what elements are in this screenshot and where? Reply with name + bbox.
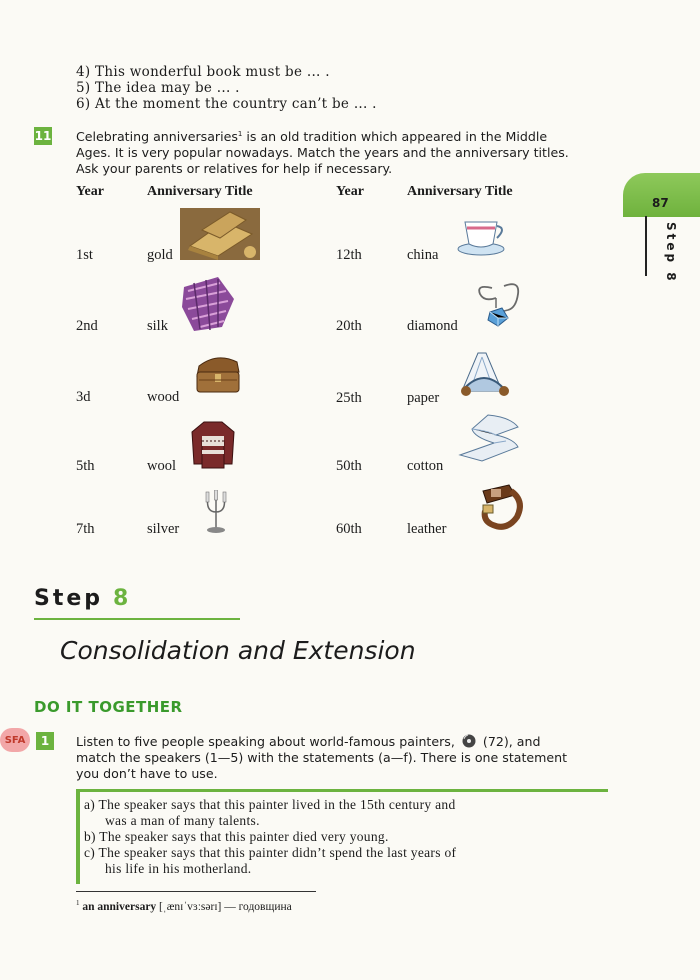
footnote-mark: 1 <box>76 899 80 907</box>
instruction-text: is an old tradition which appeared in the Middle <box>242 129 548 145</box>
year-cell: 60th <box>336 521 362 537</box>
title-cell: wool <box>147 458 176 474</box>
cotton-cloth-icon <box>458 413 522 467</box>
section-subtitle: Consolidation and Extension <box>60 636 416 665</box>
title-cell: cotton <box>407 458 444 474</box>
tab-divider <box>645 216 647 276</box>
column-header-title: Anniversary Title <box>147 184 253 199</box>
statement-a: a) The speaker says that this painter lived in the 15th century and <box>84 797 456 812</box>
diamond-pendant-icon <box>474 280 526 328</box>
candelabra-icon <box>203 490 229 534</box>
step-word: Step <box>34 586 104 611</box>
statement-a-continued: was a man of many talents. <box>105 813 260 828</box>
sentence-5: 5) The idea may be ... . <box>76 80 240 96</box>
sweater-icon <box>190 420 236 470</box>
footnote-translation: — годовщина <box>224 900 292 913</box>
column-header-title: Anniversary Title <box>407 184 513 199</box>
year-cell: 2nd <box>76 318 98 334</box>
year-cell: 20th <box>336 318 362 334</box>
column-header-year: Year <box>336 184 364 199</box>
year-cell: 3d <box>76 389 91 405</box>
section-heading: DO IT TOGETHER <box>34 698 183 716</box>
title-cell: silk <box>147 318 168 334</box>
year-cell: 50th <box>336 458 362 474</box>
year-cell: 5th <box>76 458 95 474</box>
instruction-text: Ask your parents or relatives for help if necessary. <box>76 160 393 176</box>
exercise-11-instructions <box>76 127 604 177</box>
title-cell: china <box>407 247 439 263</box>
exercise-1-instructions <box>76 734 604 781</box>
footnote-transcription: [ˌænɪˈvɜːsərɪ] <box>159 900 222 913</box>
statement-b: b) The speaker says that this painter died very young. <box>84 829 389 844</box>
instruction-text: Listen to five people speaking about world-famous painters, <box>76 734 455 749</box>
title-cell: silver <box>147 521 180 537</box>
title-cell: gold <box>147 247 173 263</box>
exercise-11-number: 11 <box>34 129 52 143</box>
instruction-text: you don’t have to use. <box>76 765 218 781</box>
instruction-text: Ages. It is very popular nowadays. Match the years and the anniversary titles. <box>76 144 569 160</box>
year-cell: 12th <box>336 247 362 263</box>
napkin-holder-icon <box>456 351 514 397</box>
silk-scarf-icon <box>180 277 236 331</box>
instruction-text: (72), and <box>482 734 541 749</box>
footnote <box>76 899 292 913</box>
title-cell: paper <box>407 390 440 406</box>
teacup-icon <box>457 216 507 256</box>
year-cell: 25th <box>336 390 362 406</box>
title-cell: leather <box>407 521 447 537</box>
step-divider <box>34 618 240 620</box>
title-cell: diamond <box>407 318 458 334</box>
page-tab <box>623 173 700 217</box>
wooden-chest-icon <box>193 352 243 396</box>
sfa-badge: SFA <box>0 728 30 752</box>
page-number: 87 <box>652 196 669 210</box>
step-heading <box>34 586 131 611</box>
sentence-4: 4) This wonderful book must be ... . <box>76 64 330 80</box>
title-cell: wood <box>147 389 180 405</box>
step-number: 8 <box>113 586 132 611</box>
exercise-1-number: 1 <box>36 732 54 750</box>
statement-c: c) The speaker says that this painter didn’t spend the last years of <box>84 845 457 860</box>
leather-belt-icon <box>473 483 523 533</box>
year-cell: 7th <box>76 521 95 537</box>
side-step-label: Step 8 <box>664 222 678 284</box>
sentence-6: 6) At the moment the country can’t be ... . <box>76 96 377 112</box>
column-header-year: Year <box>76 184 104 199</box>
gold-bars-icon <box>180 208 260 260</box>
instruction-text: Celebrating anniversaries <box>76 129 238 145</box>
footnote-term: an anniversary <box>82 900 157 913</box>
footnote-mark: 1 <box>237 130 243 138</box>
statement-c-continued: his life in his motherland. <box>105 861 252 876</box>
footnote-divider <box>76 891 316 892</box>
audio-disc-icon <box>462 734 476 748</box>
instruction-text: match the speakers (1—5) with the statements (a—f). There is one statement <box>76 749 568 765</box>
year-cell: 1st <box>76 247 93 263</box>
